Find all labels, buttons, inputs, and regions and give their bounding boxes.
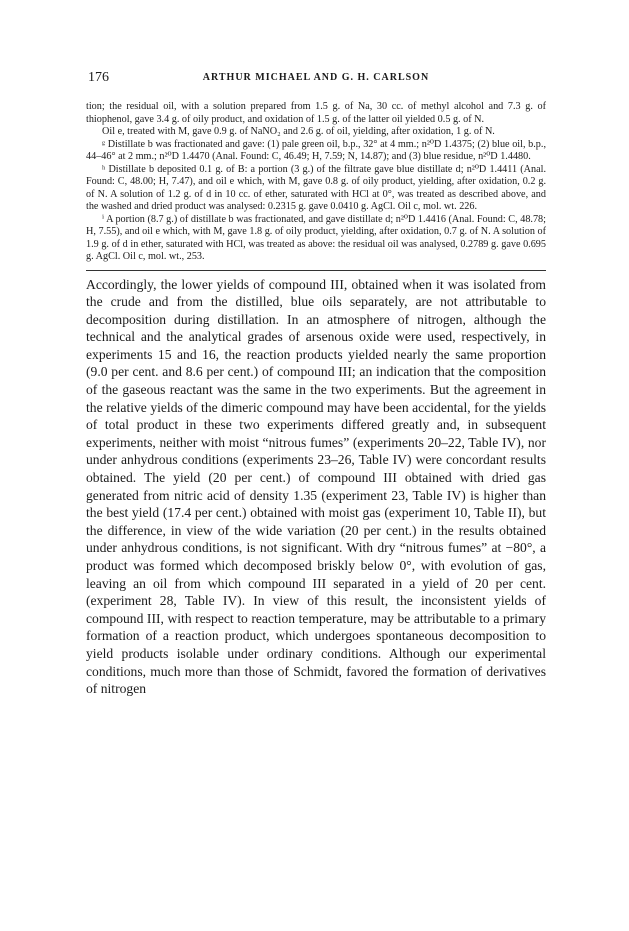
body-paragraph: Accordingly, the lower yields of compound III, obtained when it was isolated from the crude and from the distilled, blue oils separately, are not attributable to decomposition during distillation. In an atmosphere of nitrogen, although the technical and the analytical grades of arsenous oxide were used, respectively, in experiments 15 and 16, the reaction products yielded nearly the same proportion (9.0 per cent. and 8.6 per cent.) of compound III; an indication that the composition of the gaseous reactant was the same in the two experiments. But the agreement in the relative yields of the dimeric compound may have been accidental, for the yields of total product in these two experiments differed greatly and, in subsequent experiments, neither with moist “nitrous fumes” (experiments 20–22, Table IV), nor under anhydrous conditions (experiments 23–26, Table IV) were concordant results obtained. The yield (20 per cent.) of compound III obtained with dried gas generated from nitric acid of density 1.35 (experiment 23, Table IV) is higher than the best yield (17.4 per cent.) obtained with moist gas (experiment 10, Table II), but the difference, in view of the wide variation (20 per cent.) in the results obtained under anhydrous conditions, is not significant. With dry “nitrous fumes” at −80°, a product was formed which decomposed briskly below 0°, with evolution of gas, leaving an oil from which compound III separated in a yield of 20 per cent. (experiment 28, Table IV). In view of this result, the inconsistent yields of compound III, with respect to reaction temperature, may be attributable to a primary formation of a reaction product, which undergoes spontaneous decomposition to yield products isolable under ordinary conditions. Although our experimental conditions, much more than those of Schmidt, favored the formation of derivatives of nitrogen (86, 276, 546, 697)
footnote-i: ⁱ A portion (8.7 g.) of distillate b was fractionated, and gave distillate d; n²⁰D 1.4416 (Anal. Found: C, 48.78; H, 7.55), and oil e which, with M, gave 1.8 g. of oily product, yielding, after oxidation, 0.7 g. of N. A solution of 1.9 g. of d in ether, saturated with HCl, was treated as above: the residual oil was analysed, 0.2789 g. gave 0.695 g. AgCl. Oil c, mol. wt., 253. (86, 213, 546, 262)
body-text (86, 276, 546, 698)
footnotes (86, 101, 546, 264)
page (86, 70, 546, 698)
footnote-oil-e: Oil e, treated with M, gave 0.9 g. of NaNO₂ and 2.6 g. of oil, yielding, after oxidation, 1 g. of N. (102, 126, 495, 137)
running-head: ARTHUR MICHAEL AND G. H. CARLSON (202, 72, 430, 83)
page-number: 176 (88, 70, 109, 85)
page-header (86, 70, 546, 88)
divider-rule (86, 270, 546, 271)
footnote-g: ᵍ Distillate b was fractionated and gave: (1) pale green oil, b.p., 32° at 4 mm.; n²⁰D 1.4375; (2) blue oil, b.p., 44–46° at 2 mm.; n²⁰D 1.4470 (Anal. Found: C, 46.49; H, 7.59; N, 14.87); and (3) blue residue, n²⁰D 1.4480. (86, 138, 546, 162)
footnote-h: ʰ Distillate b deposited 0.1 g. of B: a portion (3 g.) of the filtrate gave blue distillate d; n²⁰D 1.4411 (Anal. Found: C, 48.00; H, 7.47), and oil e which, with M, gave 0.8 g. of oily product, yielding, after oxidation, 0.2 g. of N. A solution of 1.2 g. of d in 10 cc. of ether, saturated with HCl at 0°, was treated as described above, and the washed and dried product was analysed: 0.2315 g. gave 0.0410 g. AgCl. Oil c, mol. wt. 226. (86, 163, 546, 212)
footnote-continuation: tion; the residual oil, with a solution prepared from 1.5 g. of Na, 30 cc. of methyl alcohol and 7.3 g. of thiophenol, gave 3.4 g. of oily product, and oxidation of 1.5 g. of the latter oil yielded 0.5 g. of N. (86, 101, 546, 125)
